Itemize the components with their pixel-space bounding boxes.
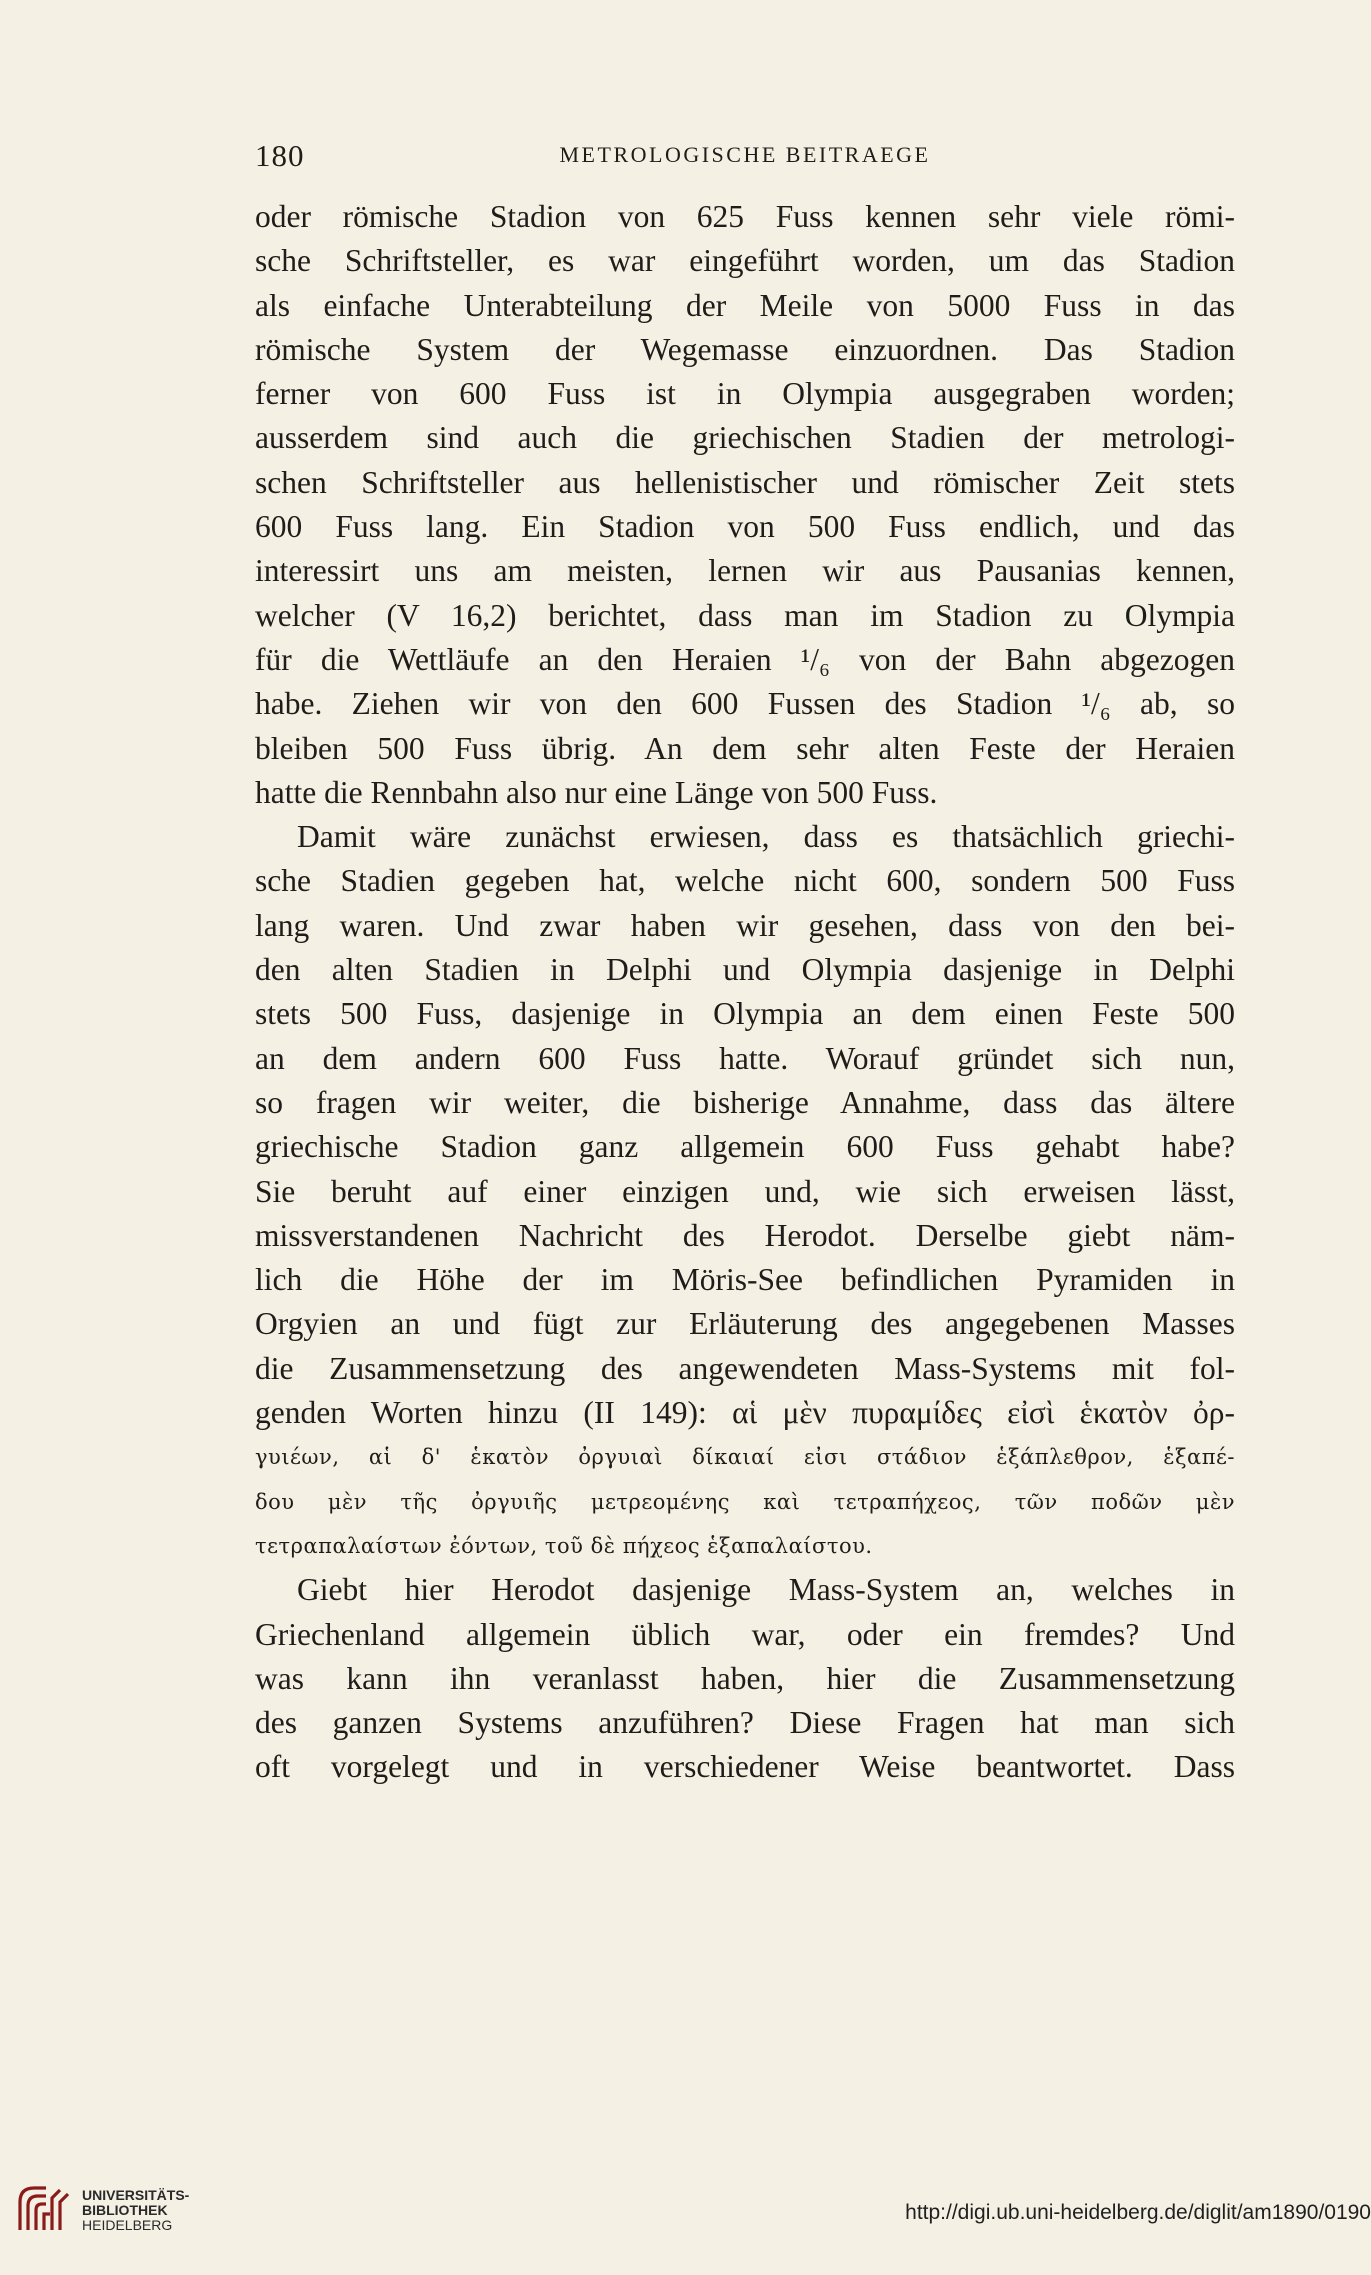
- text-line: Giebt hier Herodot dasjenige Mass-System an, welches in: [297, 1572, 1235, 1608]
- text-line: interessirt uns am meisten, lernen wir aus Pausanias kennen,: [255, 553, 1235, 589]
- text-line: lang waren. Und zwar haben wir gesehen, dass von den bei-: [255, 907, 1235, 943]
- text-line: Damit wäre zunächst erwiesen, dass es thatsächlich griechi-: [297, 819, 1235, 855]
- source-url-link[interactable]: http://digi.ub.uni-heidelberg.de/diglit/am1890/0190: [905, 2201, 1371, 2224]
- library-name-line: UNIVERSITÄTS-: [82, 2187, 190, 2203]
- text-line: des ganzen Systems anzuführen? Diese Fragen hat man sich: [255, 1705, 1235, 1741]
- ub-heidelberg-logo-icon: [12, 2178, 82, 2238]
- page-number: 180: [255, 138, 305, 173]
- text-line: schen Schriftsteller aus hellenistischer und römischer Zeit stets: [255, 464, 1235, 500]
- text-line: lich die Höhe der im Möris-See befindlichen Pyramiden in: [255, 1262, 1235, 1298]
- text-line: oft vorgelegt und in verschiedener Weise beantwortet. Dass: [255, 1749, 1235, 1785]
- library-name: [82, 2188, 189, 2233]
- text-line: oder römische Stadion von 625 Fuss kennen sehr viele römi-: [255, 199, 1235, 234]
- text-line: griechische Stadion ganz allgemein 600 Fuss gehabt habe?: [255, 1129, 1235, 1165]
- page-footer: [0, 2178, 1371, 2238]
- running-head: METROLOGISCHE BEITRAEGE: [559, 142, 931, 167]
- greek-quote-line: δου μὲν τῆς ὀργυιῆς μετρεομένης καὶ τετραπήχεος, τῶν ποδῶν μὲν: [255, 1489, 1235, 1514]
- text-line: sche Schriftsteller, es war eingeführt worden, um das Stadion: [255, 243, 1235, 279]
- text-line: habe. Ziehen wir von den 600 Fussen des Stadion ¹/₆ ab, so: [255, 686, 1235, 722]
- text-line: ferner von 600 Fuss ist in Olympia ausgegraben worden;: [255, 376, 1235, 412]
- text-line: so fragen wir weiter, die bisherige Annahme, dass das ältere: [255, 1084, 1235, 1120]
- text-line: bleiben 500 Fuss übrig. An dem sehr alten Feste der Heraien: [255, 730, 1235, 766]
- text-line: römische System der Wegemasse einzuordnen. Das Stadion: [255, 331, 1235, 367]
- text-line: genden Worten hinzu (II 149): αἱ μὲν πυραμίδες εἰσὶ ἑκατὸν ὀρ-: [255, 1395, 1235, 1431]
- text-line: Griechenland allgemein üblich war, oder ein fremdes? Und: [255, 1616, 1235, 1652]
- body-text: [255, 195, 1235, 1790]
- text-line: an dem andern 600 Fuss hatte. Worauf gründet sich nun,: [255, 1040, 1235, 1076]
- text-line: Sie beruht auf einer einzigen und, wie sich erweisen lässt,: [255, 1173, 1235, 1209]
- library-name-line: BIBLIOTHEK: [82, 2202, 168, 2218]
- text-line: sche Stadien gegeben hat, welche nicht 600, sondern 500 Fuss: [255, 863, 1235, 899]
- text-line: als einfache Unterabteilung der Meile von 5000 Fuss in das: [255, 287, 1235, 323]
- text-line: hatte die Rennbahn also nur eine Länge von 500 Fuss.: [255, 774, 938, 810]
- greek-quote-line: τετραπαλαίστων ἐόντων, τοῦ δὲ πήχεος ἑξαπαλαίστου.: [255, 1533, 873, 1558]
- text-line: missverstandenen Nachricht des Herodot. Derselbe giebt näm-: [255, 1217, 1235, 1253]
- text-line: den alten Stadien in Delphi und Olympia dasjenige in Delphi: [255, 952, 1235, 988]
- text-line: ausserdem sind auch die griechischen Stadien der metrologi-: [255, 420, 1235, 456]
- text-line: was kann ihn veranlasst haben, hier die Zusammensetzung: [255, 1660, 1235, 1696]
- text-line: die Zusammensetzung des angewendeten Mass-Systems mit fol-: [255, 1350, 1235, 1386]
- page-header: [255, 138, 1235, 182]
- text-line: Orgyien an und fügt zur Erläuterung des angegebenen Masses: [255, 1306, 1235, 1342]
- library-name-line: HEIDELBERG: [82, 2217, 173, 2233]
- text-line: welcher (V 16,2) berichtet, dass man im Stadion zu Olympia: [255, 597, 1235, 633]
- text-line: stets 500 Fuss, dasjenige in Olympia an dem einen Feste 500: [255, 996, 1235, 1032]
- text-line: 600 Fuss lang. Ein Stadion von 500 Fuss endlich, und das: [255, 509, 1235, 545]
- greek-quote-line: γυιέων, αἱ δ' ἑκατὸν ὀργυιαὶ δίκαιαί εἰσι στάδιον ἑξάπλεθρον, ἑξαπέ-: [255, 1445, 1235, 1470]
- text-line: für die Wettläufe an den Heraien ¹/₆ von der Bahn abgezogen: [255, 641, 1235, 677]
